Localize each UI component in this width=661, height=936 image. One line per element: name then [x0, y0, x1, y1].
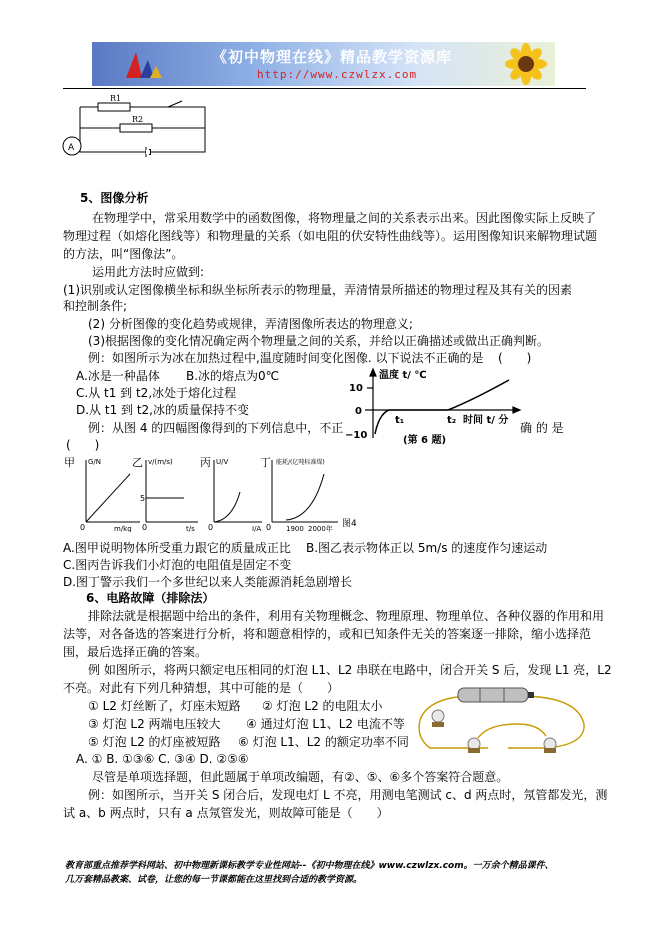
graph6-t1: t₁ — [395, 415, 405, 426]
section6-p3: 围，最后选择正确的答案。 — [63, 645, 208, 659]
fig4-ding-1900: 1900 — [286, 525, 304, 532]
example6-option-b: B.冰的熔点为0℃ — [186, 369, 280, 383]
section5-p1: 在物理学中，常采用数学中的函数图像，将物理量之间的关系表示出来。因此图像实际上反映了 — [92, 211, 597, 225]
section5-p2: 物理过程（如熔化图线等）和物理量的关系（如电阻的伏安特性曲线等）。运用图像知识来解物理试题 — [63, 229, 598, 243]
graph6-tick-0: 0 — [355, 406, 362, 417]
fig4-bing-x: I/A — [252, 525, 262, 532]
section6-heading: 6、电路故障（排除法） — [86, 591, 215, 605]
answer-choices: A. ① B. ①③⑥ C. ③④ D. ②⑤⑥ — [76, 752, 249, 766]
ammeter-label: A — [68, 143, 75, 153]
guess-4: ④ 通过灯泡 L1、L2 电流不等 — [246, 717, 405, 731]
header-banner — [92, 42, 555, 86]
fig4-ding: 丁 — [260, 456, 271, 469]
r1-label: R1 — [110, 94, 122, 103]
fig4-yi-5: 5 — [140, 494, 146, 503]
circuit-diagram-resistors — [60, 92, 220, 164]
guess-3: ③ 灯泡 L2 两端电压较大 — [88, 717, 221, 731]
example4-answer-b: B.图乙表示物体正以 5m/s 的速度作匀速运动 — [306, 541, 548, 555]
graph6-t2: t₂ — [447, 415, 457, 426]
logo-icon — [122, 46, 166, 82]
fig4-jia-x: m/kg — [114, 525, 132, 532]
sunflower-icon — [497, 42, 555, 86]
fig4-yi: 乙 — [132, 456, 143, 469]
fig4-ding-2000: 2000年 — [308, 525, 333, 532]
fig4-ding-zero: 0 — [266, 523, 272, 532]
example6-paren: ( ) — [498, 351, 532, 365]
guess-6: ⑥ 灯泡 L1、L2 的额定功率不同 — [238, 735, 409, 749]
fig4-bing-zero: 0 — [208, 523, 214, 532]
graph6-tick-10: 10 — [349, 383, 363, 394]
fig4-jia-y: G/N — [88, 458, 102, 466]
example6-question: 例：如图所示为冰在加热过程中,温度随时间变化图像. 以下说法不正确的是 — [88, 351, 484, 365]
section5-p3: 的方法，叫“图像法”。 — [63, 247, 184, 261]
example4-answer-d: D.图丁警示我们一个多世纪以来人类能源消耗急剧增长 — [63, 575, 353, 589]
guess-1: ① L2 灯丝断了，灯座未短路 — [88, 699, 241, 713]
example6-option-d: D.从 t1 到 t2,冰的质量保持不变 — [76, 403, 249, 417]
ice-temperature-graph — [343, 366, 523, 448]
graph6-ylabel: 温度 t/ ℃ — [379, 370, 427, 381]
footer-line1: 教育部重点推荐学科网站、初中物理新课标教学专业性网站--《初中物理在线》www.czwlzx.com。一万余个精品课件、 — [65, 861, 554, 871]
example6-option-a: A.冰是一种晶体 — [76, 369, 160, 383]
section5-p6: 和控制条件; — [63, 299, 128, 313]
section6-p1: 排除法就是根据题中给出的条件，利用有关物理概念、物理原理、物理单位、各种仪器的作用和用 — [88, 609, 605, 623]
footer-line2: 几万套精品教案、试卷，让您的每一节课都能在这里找到合适的教学资源。 — [65, 875, 363, 885]
section6-example-line1: 例 如图所示，将两只额定电压相同的灯泡 L1、L2 串联在电路中，闭合开关 S 后，发现 L1 亮，L2 — [88, 663, 612, 677]
fig4-yi-zero: 0 — [142, 523, 148, 532]
banner-url: http://www.czwlzx.com — [257, 68, 418, 81]
guess-5: ⑤ 灯泡 L2 的灯座被短路 — [88, 735, 221, 749]
r2-label: R2 — [132, 115, 144, 124]
section6-note: 尽管是单项选择题，但此题属于单项改编题，有②、⑤、⑥多个答案符合题意。 — [92, 770, 509, 784]
fig4-bing: 丙 — [200, 456, 211, 469]
fig4-bing-y: U/V — [216, 458, 229, 466]
fig4-jia-zero: 0 — [80, 523, 86, 532]
example6-option-c: C.从 t1 到 t2,冰处于熔化过程 — [76, 386, 237, 400]
banner-title: 《初中物理在线》精品教学资源库 — [212, 48, 453, 66]
header-divider — [63, 88, 586, 89]
fig4-ding-y: 能耗/(亿吨标准煤) — [276, 459, 325, 466]
fig4-yi-x: t/s — [186, 525, 195, 532]
graph6-caption: (第 6 题) — [403, 435, 447, 446]
figure4-graphs — [62, 452, 362, 532]
section5-p8: (3)根据图像的变化情况确定两个物理量之间的关系，并给以正确描述或做出正确判断。 — [88, 334, 550, 348]
series-circuit-illustration — [408, 684, 598, 758]
example4-question: 例：从图 4 的四幅图像得到的下列信息中，不正 — [88, 421, 344, 435]
section6-example2-line1: 例：如图所示，当开关 S 闭合后，发现电灯 L 不亮，用测电笔测试 c、d 两点时，氖管都发光，测 — [88, 788, 608, 802]
guess-2: ② 灯泡 L2 的电阻太小 — [262, 699, 383, 713]
example4-answer-a: A.图甲说明物体所受重力跟它的质量成正比 — [63, 541, 291, 555]
example4-question-end: 确 的 是 — [520, 421, 564, 435]
section5-p5: (1)识别或认定图像横坐标和纵坐标所表示的物理量，弄清情景所描述的物理过程及其有关的因素 — [63, 283, 573, 297]
section6-example2-line2: 试 a、b 两点时，只有 a 点氖管发光，则故障可能是（ ） — [63, 806, 389, 820]
fig4-jia: 甲 — [64, 456, 75, 469]
section5-p4: 运用此方法时应做到: — [92, 265, 205, 279]
example4-paren: ( ) — [66, 438, 100, 452]
fig4-yi-y: v/(m/s) — [148, 458, 173, 466]
graph6-xlabel: 时间 t/ 分 — [463, 415, 509, 426]
section6-example-line2: 不亮。对此有下列几种猜想，其中可能的是（ ） — [63, 681, 340, 695]
example4-answer-c: C.图丙告诉我们小灯泡的电阻值是固定不变 — [63, 558, 292, 572]
section6-p2: 法等，对各备选的答案进行分析，将和题意相悖的，或和已知条件无关的答案逐一排除，缩小选择范 — [63, 627, 592, 641]
graph6-tick-neg10: −10 — [345, 430, 368, 441]
fig4-label: 图4 — [342, 519, 357, 529]
section5-heading: 5、图像分析 — [80, 191, 149, 205]
section5-p7: (2) 分析图像的变化趋势或规律，弄清图像所表达的物理意义; — [88, 317, 413, 331]
